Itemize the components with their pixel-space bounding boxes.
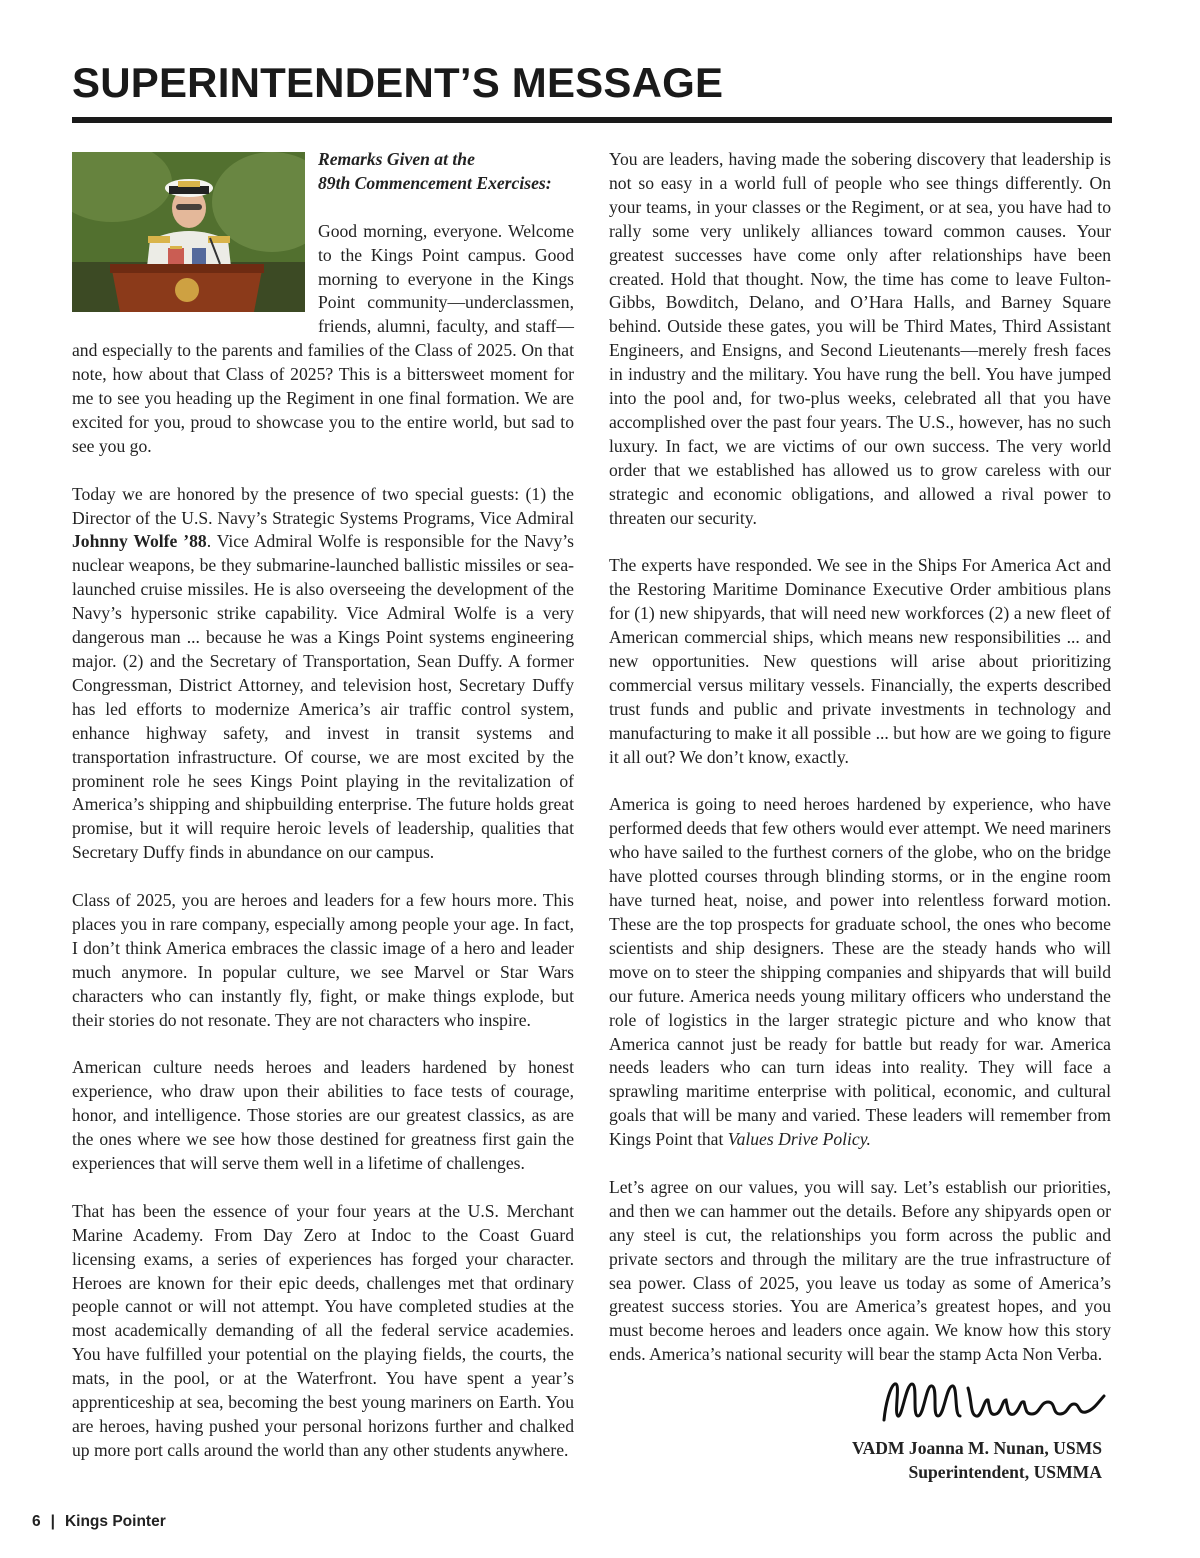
left-column	[72, 148, 574, 1487]
values-drive-policy: Values Drive Policy.	[727, 1129, 871, 1150]
paragraph-guests	[72, 483, 574, 866]
guest-name: Johnny Wolfe ’88	[72, 531, 207, 552]
photo-spacer	[72, 148, 318, 339]
signatory-role: Superintendent, USMMA	[908, 1462, 1102, 1482]
paragraph-heroes: Class of 2025, you are heroes and leaders for a few hours more. This places you in rare company, especially among people your age. In fact, I don’t think America embraces the classic image of a hero and leader much anymore. In popular culture, we see Marvel or Star Wars characters who can instantly fly, fight, or make things explode, but their stories do not resonate. They are not characters who inspire.	[72, 890, 574, 1030]
paragraph-leaders: You are leaders, having made the sobering discovery that leadership is not so easy in a world full of people who see things differently. On your teams, in your classes or the Regiment, or at sea, you have had to rally some very unlikely alliances toward common causes. Your greatest successes have come only after relationships have been created. Hold that thought. Now, the time has come to leave Fulton-Gibbs, Bowditch, Delano, and O’Hara Halls, and Barney Square behind. Outside these gates, you will be Third Mates, Third Assistant Engineers, and Ensigns, and Second Lieutenants—merely fresh faces in industry and the military. You have rung the bell. You have jumped into the pool and, for two-plus weeks, celebrated all that you have accomplished over the past four years. The U.S., however, has no such luxury. In fact, we are victims of our own success. The very world order that we established has allowed us to grow careless with our strategic and economic obligations, and allowed a rival power to threaten our security.	[609, 149, 1111, 528]
right-column	[609, 148, 1111, 1391]
remarks-line-1: Remarks Given at the	[318, 149, 475, 169]
handwritten-signature	[872, 1370, 1112, 1440]
page-footer	[32, 1513, 166, 1531]
page-title: SUPERINTENDENT’S MESSAGE	[72, 59, 724, 106]
remarks-line-2: 89th Commencement Exercises:	[318, 172, 552, 193]
paragraph-america-needs	[609, 793, 1111, 1152]
title-rule	[72, 117, 1112, 123]
paragraph-experts: The experts have responded. We see in the Ships For America Act and the Restoring Maritime Dominance Executive Order ambitious plans for (1) new shipyards, that will need new workforces (2) a new fleet of American commercial ships, which means new responsibilities ... and new opportunities. New questions will arise about prioritizing commercial versus military vessels. Financially, the experts described trust funds and public and private investments in technology and manufacturing to make it all possible ... but how are we going to figure it all out? We don’t know, exactly.	[609, 555, 1111, 767]
footer-separator: |	[50, 1513, 55, 1530]
america-needs-text: America is going to need heroes hardened by experience, who have performed deeds that few others would ever attempt. We need mariners who have sailed to the furthest corners of the globe, who on the bridge have plotted courses through blinding storms, or in the engine room have turned heat, noise, and power into relentless forward motion. These are the top prospects for graduate school, the ones who become scientists and ship designers. These are the steady hands who will move on to steer the shipping companies and shipyards that will build our future. America needs young military officers who understand the role of logistics in the larger strategic picture and who know that America cannot just be ready for battle but ready for war. America needs leaders who can turn ideas into reality. They will face a sprawling maritime enterprise with political, economic, and cultural goals that will be many and varied. These leaders will remember from Kings Point that	[609, 794, 1111, 1150]
paragraph-values: Let’s agree on our values, you will say. Let’s establish our priorities, and then we can hammer out the details. Before any shipyards open or any steel is cut, the relationships you form across the public and private sectors and through the military are the true infrastructure of sea power. Class of 2025, you leave us today as some of America’s greatest success stories. You are America’s greatest hopes, and you must become heroes and leaders once again. We know how this story ends. America’s national security will bear the stamp Acta Non Verba.	[609, 1176, 1111, 1365]
paragraph-culture: American culture needs heroes and leaders hardened by honest experience, who draw upon their abilities to face tests of courage, honor, and intelligence. Those stories are our greatest classics, as are the ones where we see how those destined for greatness first gain the experiences that will serve them well in a lifetime of challenges.	[72, 1057, 574, 1173]
guests-text-after: . Vice Admiral Wolfe is responsible for the Navy’s nuclear weapons, be they submarine-launched ballistic missiles or sea-launched cruise missiles. He is also overseeing the development of the Navy’s hypersonic strike capability. Vice Admiral Wolfe is a very dangerous man ... because he was a Kings Point systems engineering major. (2) and the Secretary of Transportation, Sean Duffy. A former Congressman, District Attorney, and television host, Secretary Duffy has led efforts to modernize America’s air traffic control system, enhance highway safety, and invest in transit systems and transportation infrastructure. Of course, we are most excited by the prominent role he sees Kings Point playing in the revitalization of America’s shipping and shipbuilding enterprise. The future holds great promise, but it will require heroic levels of leadership, qualities that Secretary Duffy finds in abundance on our campus.	[72, 531, 574, 863]
signature-block	[852, 1436, 1102, 1484]
guests-text-before: Today we are honored by the presence of two special guests: (1) the Director of the U.S. Navy’s Strategic Systems Programs, Vice Admiral	[72, 483, 574, 528]
signatory-name: VADM Joanna M. Nunan, USMS	[852, 1438, 1102, 1458]
paragraph-essence: That has been the essence of your four years at the U.S. Merchant Marine Academy. From Day Zero at Indoc to the Coast Guard licensing exams, a series of experiences has forged your character. Heroes are known for their epic deeds, challenges met that ordinary people cannot or will not attempt. You have completed studies at the most academically demanding of all the federal service academies. You have fulfilled your potential on the playing fields, the courts, the mats, in the pool, or at the Waterfront. You have spent a year’s apprenticeship at sea, becoming the best young mariners on Earth. You are heroes, having pushed your personal horizons further and chalked up more port calls around the world than any other students anywhere.	[72, 1200, 574, 1460]
publication-name: Kings Pointer	[64, 1513, 166, 1530]
page-number: 6	[32, 1513, 41, 1530]
paragraph-greeting: Good morning, everyone. Welcome to the Kings Point campus. Good morning to everyone in the Kings Point community—underclassmen, friends, alumni, faculty, and staff—and especially to the parents and families of the Class of 2025. On that note, how about that Class of 2025? This is a bittersweet moment for me to see you heading up the Regiment in one final formation. We are excited for you, proud to showcase you to the entire world, but sad to see you go.	[72, 220, 574, 456]
